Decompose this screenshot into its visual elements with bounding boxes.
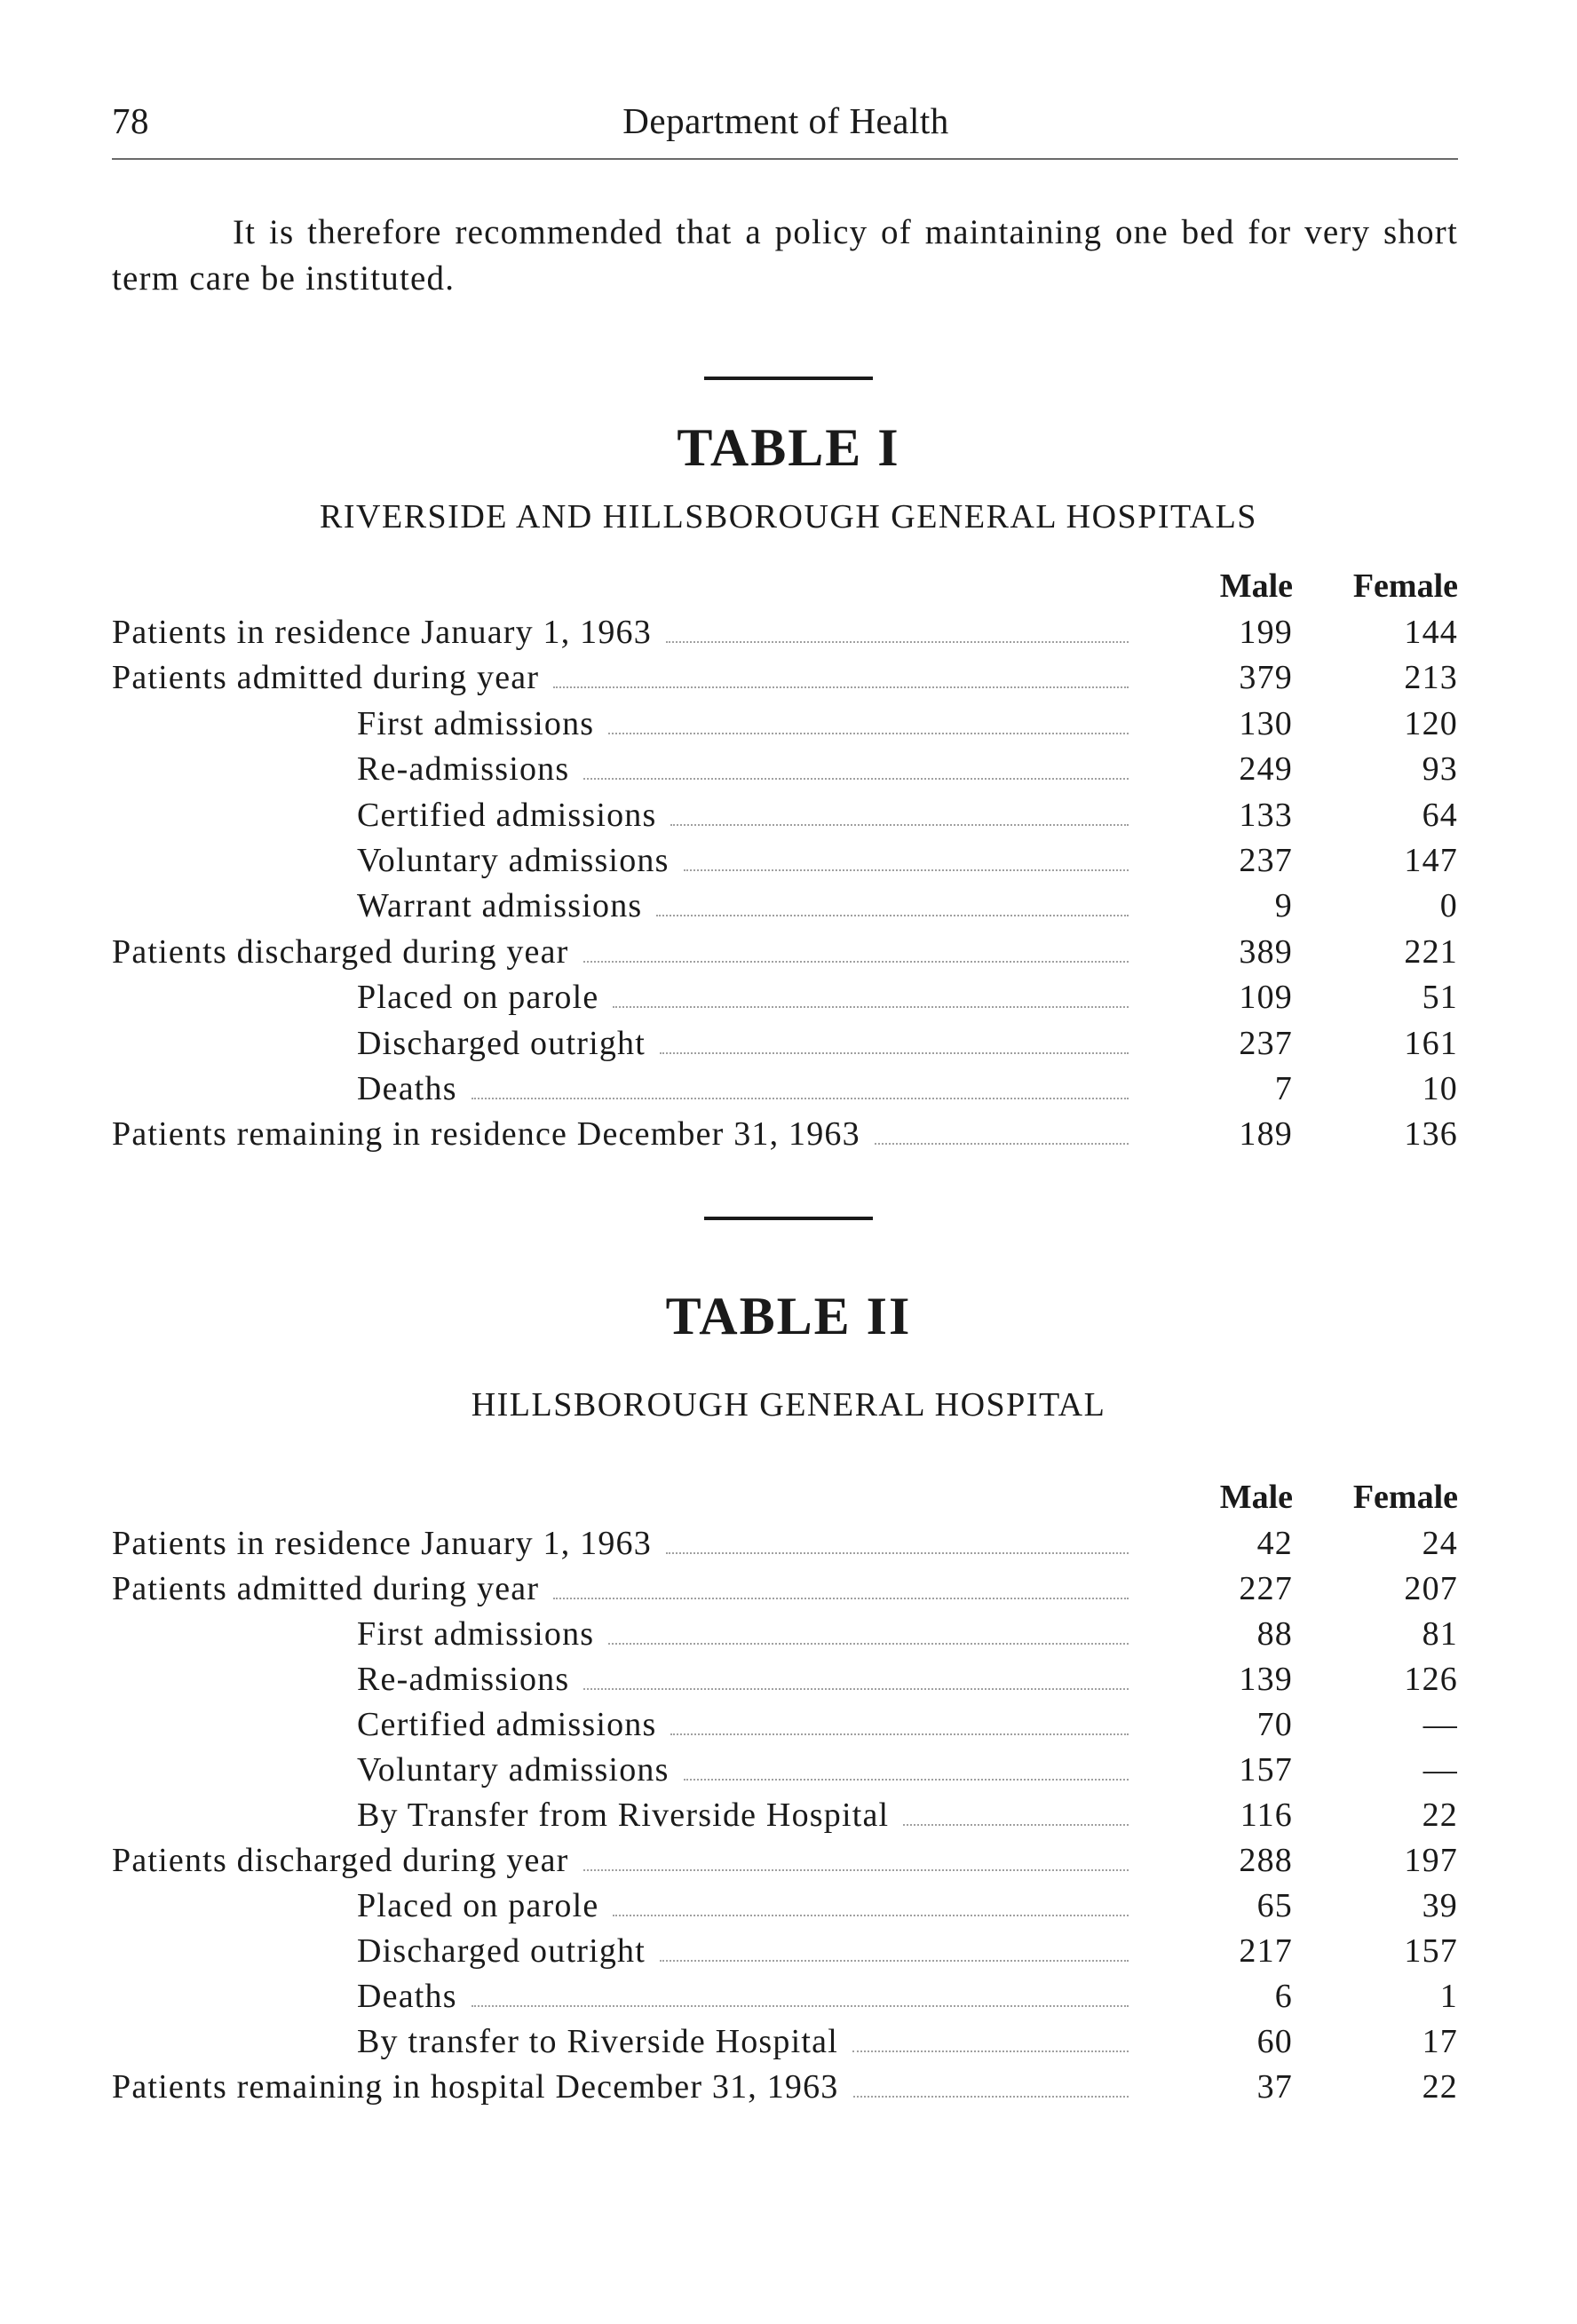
- dot-leader: [903, 1824, 1129, 1826]
- row-label-text: Patients admitted during year: [112, 659, 540, 697]
- male-count: 157: [1239, 1751, 1293, 1789]
- male-count: 227: [1239, 1570, 1293, 1607]
- row-label-text: Voluntary admissions: [357, 842, 670, 879]
- table-row: [112, 1841, 1458, 1886]
- dot-leader: [875, 1143, 1129, 1145]
- dot-leader: [608, 1643, 1129, 1645]
- row-label-text: Patients remaining in hospital December 31, 1963: [112, 2068, 839, 2106]
- table-row: [112, 1660, 1458, 1705]
- row-label-text: Deaths: [357, 1070, 457, 1107]
- female-count: 207: [1404, 1570, 1458, 1607]
- dot-leader: [472, 2005, 1129, 2007]
- table-row: [112, 1614, 1458, 1660]
- dot-leader: [583, 1869, 1129, 1871]
- female-count: 81: [1422, 1615, 1458, 1653]
- table-row: [112, 1569, 1458, 1614]
- table-row: [112, 2067, 1458, 2113]
- dot-leader: [583, 778, 1129, 780]
- row-label-text: Re-admissions: [357, 1661, 570, 1698]
- male-count: 6: [1274, 1978, 1293, 2015]
- row-label-text: Discharged outright: [357, 1024, 646, 1062]
- row-label: [357, 704, 1129, 743]
- dot-leader: [684, 869, 1129, 871]
- row-label: [357, 2022, 1129, 2061]
- table-row: [112, 1977, 1458, 2022]
- row-label: [112, 1114, 1129, 1154]
- dot-leader: [472, 1098, 1129, 1099]
- female-count: 93: [1422, 750, 1458, 789]
- table-row: [112, 1750, 1458, 1796]
- table-row: [112, 750, 1458, 795]
- row-label: [357, 1886, 1129, 1925]
- dot-leader: [583, 961, 1129, 963]
- row-label-text: Patients in residence January 1, 1963: [112, 1525, 652, 1562]
- male-count: 288: [1239, 1842, 1293, 1879]
- female-count: 126: [1404, 1661, 1458, 1698]
- table-1-male-header: Male: [1219, 567, 1293, 605]
- dot-leader: [608, 733, 1129, 734]
- female-count: 10: [1422, 1070, 1458, 1107]
- dot-leader: [660, 1960, 1129, 1962]
- row-label: [357, 1705, 1129, 1744]
- table-row: [112, 1886, 1458, 1931]
- dot-leader: [670, 1733, 1129, 1735]
- female-count: 64: [1422, 796, 1458, 834]
- male-count: 70: [1256, 1706, 1293, 1743]
- table-row: [112, 1524, 1458, 1569]
- table-row: [112, 1796, 1458, 1841]
- table-row: [112, 1069, 1458, 1114]
- dot-leader: [666, 1552, 1129, 1554]
- row-label: [357, 796, 1129, 835]
- table-row: [112, 841, 1458, 886]
- dot-leader: [852, 2050, 1129, 2052]
- row-label: [357, 1750, 1129, 1789]
- row-label: [112, 658, 1129, 697]
- header-rule: [112, 158, 1458, 160]
- row-label-text: Patients in residence January 1, 1963: [112, 614, 652, 651]
- table-row: [112, 1024, 1458, 1069]
- table-2-title: TABLE II: [665, 1287, 912, 1345]
- female-count: 213: [1404, 659, 1458, 697]
- male-count: 139: [1239, 1661, 1293, 1698]
- row-label: [357, 1796, 1129, 1835]
- male-count: 60: [1256, 2023, 1293, 2060]
- female-count: 144: [1404, 614, 1458, 651]
- dot-leader: [660, 1052, 1129, 1054]
- male-count: 379: [1239, 659, 1293, 697]
- row-label-text: Placed on parole: [357, 979, 599, 1017]
- row-label: [357, 886, 1129, 925]
- male-count: 9: [1274, 887, 1293, 925]
- female-count: 17: [1422, 2023, 1458, 2060]
- row-label: [357, 1069, 1129, 1108]
- male-count: 116: [1240, 1797, 1293, 1834]
- row-label: [112, 613, 1129, 652]
- running-header: [112, 99, 1460, 153]
- female-count: 147: [1404, 842, 1458, 879]
- dot-leader: [684, 1779, 1129, 1781]
- table-2-male-header: Male: [1219, 1479, 1293, 1516]
- dot-leader: [553, 686, 1129, 688]
- row-label: [357, 978, 1129, 1017]
- table-1-female-header: Female: [1352, 567, 1458, 605]
- male-count: 130: [1239, 704, 1293, 742]
- male-count: 37: [1256, 2068, 1293, 2106]
- female-count: 24: [1422, 1525, 1458, 1562]
- male-count: 109: [1239, 979, 1293, 1017]
- table-row: [112, 1931, 1458, 1977]
- male-count: 88: [1256, 1615, 1293, 1653]
- row-label-text: Placed on parole: [357, 1887, 599, 1924]
- table-1-subtitle: RIVERSIDE AND HILLSBOROUGH GENERAL HOSPITALS: [320, 498, 1257, 535]
- row-label-text: First admissions: [357, 704, 595, 742]
- female-count: 0: [1439, 887, 1458, 925]
- table-row: [112, 613, 1458, 658]
- row-label: [357, 841, 1129, 880]
- dot-leader: [613, 1915, 1129, 1916]
- row-label-text: Re-admissions: [357, 750, 570, 789]
- row-label-text: Patients discharged during year: [112, 932, 569, 971]
- female-count: 136: [1404, 1115, 1458, 1154]
- page-number: 78: [112, 100, 149, 141]
- row-label-text: Patients admitted during year: [112, 1570, 540, 1607]
- dot-leader: [583, 1688, 1129, 1690]
- row-label-text: Patients remaining in residence December 31, 1963: [112, 1115, 860, 1154]
- row-label-text: Warrant admissions: [357, 887, 643, 925]
- female-count: 157: [1404, 1932, 1458, 1970]
- table-row: [112, 1114, 1458, 1160]
- row-label-text: First admissions: [357, 1615, 595, 1653]
- female-count: 197: [1404, 1842, 1458, 1879]
- intro-paragraph: [112, 210, 1458, 302]
- row-label-text: By Transfer from Riverside Hospital: [357, 1797, 890, 1834]
- row-label-text: Voluntary admissions: [357, 1751, 670, 1789]
- row-label: [357, 1931, 1129, 1971]
- dot-leader: [613, 1006, 1129, 1008]
- table-2-rule: [704, 1217, 873, 1220]
- male-count: 199: [1239, 614, 1293, 651]
- row-label: [112, 2067, 1129, 2106]
- male-count: 389: [1239, 932, 1293, 971]
- table-row: [112, 704, 1458, 750]
- table-row: [112, 1705, 1458, 1750]
- table-1-rule: [704, 377, 873, 380]
- female-count: 51: [1422, 979, 1458, 1017]
- intro-paragraph-text: It is therefore recommended that a policy of maintaining one bed for very short term care be instituted.: [112, 213, 1458, 297]
- row-label-text: Certified admissions: [357, 1706, 657, 1743]
- row-label-text: Deaths: [357, 1978, 457, 2015]
- female-count: 39: [1422, 1887, 1458, 1924]
- female-count: —: [1422, 1706, 1458, 1743]
- female-count: —: [1422, 1751, 1458, 1789]
- row-label-text: Certified admissions: [357, 796, 657, 834]
- male-count: 217: [1239, 1932, 1293, 1970]
- row-label-text: Patients discharged during year: [112, 1842, 569, 1879]
- female-count: 221: [1404, 932, 1458, 971]
- dot-leader: [853, 2096, 1129, 2098]
- row-label: [357, 750, 1129, 789]
- male-count: 65: [1256, 1887, 1293, 1924]
- table-row: [112, 978, 1458, 1023]
- female-count: 22: [1422, 2068, 1458, 2106]
- dot-leader: [553, 1598, 1129, 1599]
- row-label: [357, 1977, 1129, 2016]
- row-label: [112, 1841, 1129, 1880]
- male-count: 189: [1239, 1115, 1293, 1154]
- table-row: [112, 932, 1458, 978]
- male-count: 7: [1274, 1070, 1293, 1107]
- table-row: [112, 796, 1458, 841]
- row-label: [112, 1569, 1129, 1608]
- table-1-title: TABLE I: [677, 418, 900, 477]
- dot-leader: [666, 641, 1129, 643]
- row-label: [357, 1024, 1129, 1063]
- table-2-female-header: Female: [1352, 1479, 1458, 1516]
- male-count: 237: [1239, 1024, 1293, 1062]
- male-count: 42: [1256, 1525, 1293, 1562]
- row-label: [357, 1660, 1129, 1699]
- dot-leader: [656, 915, 1129, 916]
- row-label: [357, 1614, 1129, 1654]
- row-label-text: Discharged outright: [357, 1932, 646, 1970]
- row-label: [112, 1524, 1129, 1563]
- table-2-subtitle: HILLSBOROUGH GENERAL HOSPITAL: [471, 1386, 1106, 1424]
- table-row: [112, 658, 1458, 703]
- male-count: 237: [1239, 842, 1293, 879]
- row-label-text: By transfer to Riverside Hospital: [357, 2023, 838, 2060]
- male-count: 249: [1239, 750, 1293, 789]
- dot-leader: [670, 824, 1129, 826]
- table-row: [112, 886, 1458, 932]
- female-count: 1: [1439, 1978, 1458, 2015]
- table-row: [112, 2022, 1458, 2067]
- female-count: 120: [1404, 704, 1458, 742]
- male-count: 133: [1239, 796, 1293, 834]
- female-count: 161: [1404, 1024, 1458, 1062]
- row-label: [112, 932, 1129, 972]
- running-title: Department of Health: [622, 100, 949, 141]
- female-count: 22: [1422, 1797, 1458, 1834]
